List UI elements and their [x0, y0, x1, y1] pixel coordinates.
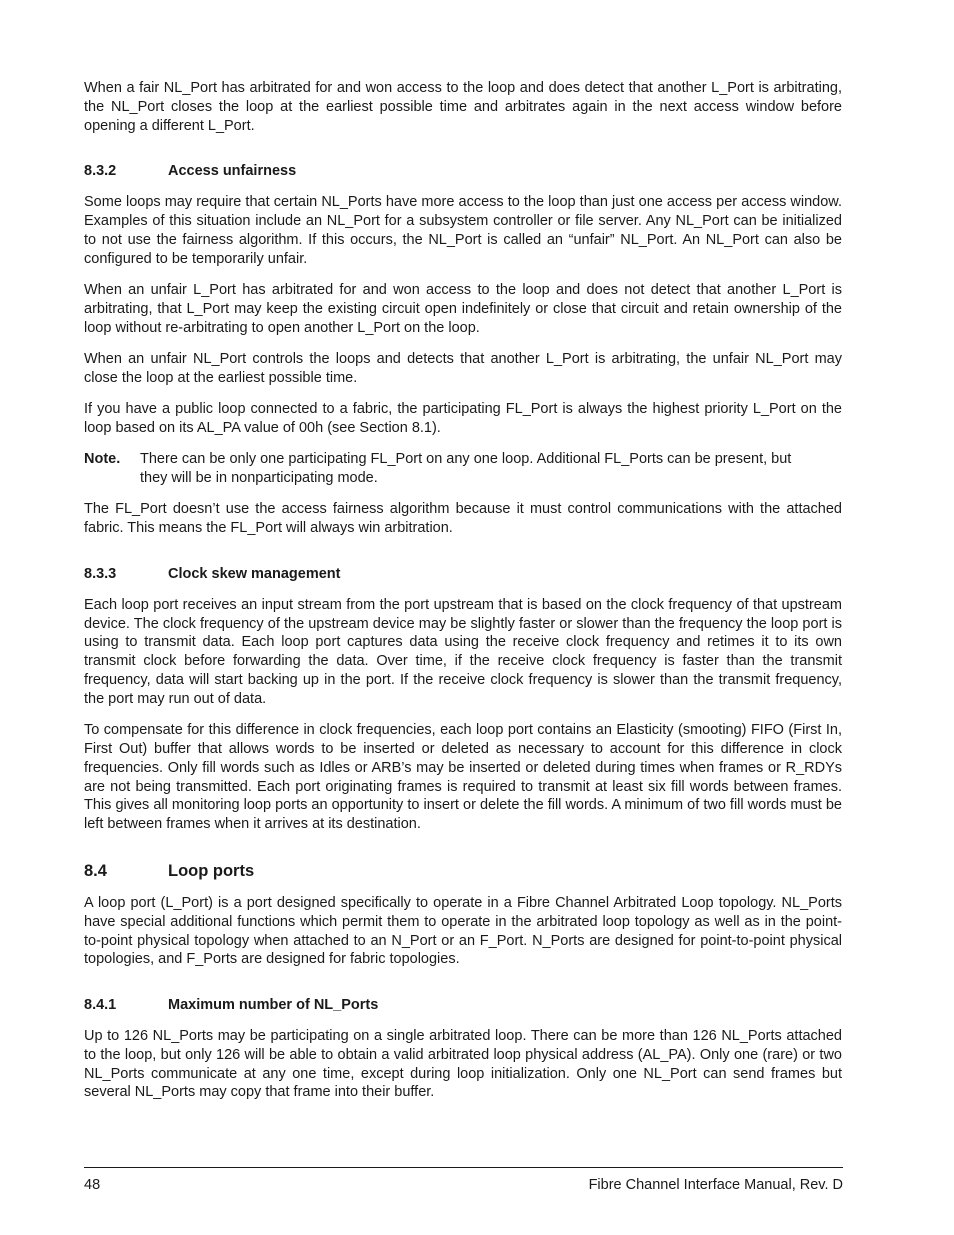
paragraph: Some loops may require that certain NL_Ports have more access to the loop than just one access per access window. Examples of this situation include an NL_Port for a subsystem controller or file server. Any NL_Port can be initialized to not use the fairness algorithm. If this occurs, the NL_Port is called an “unfair” NL_Port. An NL_Port can also be configured to be temporarily unfair.: [84, 194, 842, 267]
section-title: Access unfairness: [168, 163, 297, 180]
note-block: [84, 450, 842, 488]
section-title: Loop ports: [168, 861, 255, 880]
paragraph: If you have a public loop connected to a fabric, the participating FL_Port is always the highest priority L_Port on the loop based on its AL_PA value of 00h (see Section 8.1).: [84, 401, 842, 436]
paragraph: To compensate for this difference in clock frequencies, each loop port contains an Elasticity (smooting) FIFO (First In, First Out) buffer that allows words to be inserted or deleted as necessary to account for this difference in clock frequencies. Only fill words such as Idles or ARB’s may be inserted or deleted during times when frames or R_RDYs are not being transmitted. Each port originating frames is required to transmit at least six fill words between frames. This gives all monitoring loop ports an opportunity to insert or delete the fill words. A minimum of two fill words must be left between frames when it arrives at its destination.: [84, 722, 842, 833]
page-body: [84, 79, 842, 1115]
page-footer: [84, 1176, 843, 1194]
section-number: 8.4: [84, 861, 107, 880]
section-heading-8-4-1: [84, 996, 842, 1014]
note-label: Note.: [84, 451, 121, 468]
document-title: Fibre Channel Interface Manual, Rev. D: [588, 1177, 843, 1193]
section-number: 8.3.3: [84, 565, 117, 582]
page-number: 48: [84, 1177, 101, 1193]
section-title: Maximum number of NL_Ports: [168, 997, 379, 1014]
paragraph: The FL_Port doesn’t use the access fairness algorithm because it must control communications with the attached fabric. This means the FL_Port will always win arbitration.: [84, 501, 842, 537]
paragraph: When a fair NL_Port has arbitrated for and won access to the loop and does detect that another L_Port is arbitrating, the NL_Port closes the loop at the earliest possible time and arbitrates again in the next access window before opening a different L_Port.: [84, 80, 842, 134]
section-title: Clock skew management: [168, 565, 341, 582]
section-number: 8.3.2: [84, 163, 117, 180]
paragraph: When an unfair NL_Port controls the loops and detects that another L_Port is arbitrating, the unfair NL_Port may close the loop at the earliest possible time.: [84, 350, 842, 386]
section-heading-8-4: [84, 861, 842, 881]
section-heading-8-3-2: [84, 162, 842, 180]
paragraph: Each loop port receives an input stream from the port upstream that is based on the clock frequency of that upstream device. The clock frequency of the upstream device may be slightly faster or slower than the frequency the loop port is using to transmit data. Each loop port captures data using the receive clock frequency and retimes it to its own transmit clock before forwarding the data. Over time, if the receive clock frequency is faster than the transmit frequency, data will start backing up in the port. If the receive clock frequency is slower than the transmit frequency, the port may run out of data.: [84, 596, 842, 707]
footer-rule: [84, 1167, 843, 1168]
section-number: 8.4.1: [84, 997, 117, 1014]
note-text: There can be only one participating FL_Port on any one loop. Additional FL_Ports can be present, but they will be in nonparticipating mode.: [140, 451, 792, 486]
section-heading-8-3-3: [84, 565, 842, 583]
paragraph: Up to 126 NL_Ports may be participating on a single arbitrated loop. There can be more than 126 NL_Ports attached to the loop, but only 126 will be able to obtain a valid arbitrated loop physical address (AL_PA). Only one (rare) or two NL_Ports communicate at any one time, except during loop initialization. Only one NL_Port can send frames but several NL_Ports may copy that frame into their buffer.: [84, 1028, 842, 1101]
paragraph: When an unfair L_Port has arbitrated for and won access to the loop and does not detect that another L_Port is arbitrating, that L_Port may keep the existing circuit open indefinitely or close that circuit and retain ownership of the loop without re-arbitrating to open another L_Port on the loop.: [84, 282, 842, 336]
paragraph: A loop port (L_Port) is a port designed specifically to operate in a Fibre Channel Arbitrated Loop topology. NL_Ports have special additional functions which permit them to operate in the arbitrated loop topology as well as in the point-to-point physical topology when attached to an N_Port or an F_Port. N_Ports are designed for point-to-point physical topologies, and F_Ports are designed for fabric topologies.: [84, 894, 842, 968]
